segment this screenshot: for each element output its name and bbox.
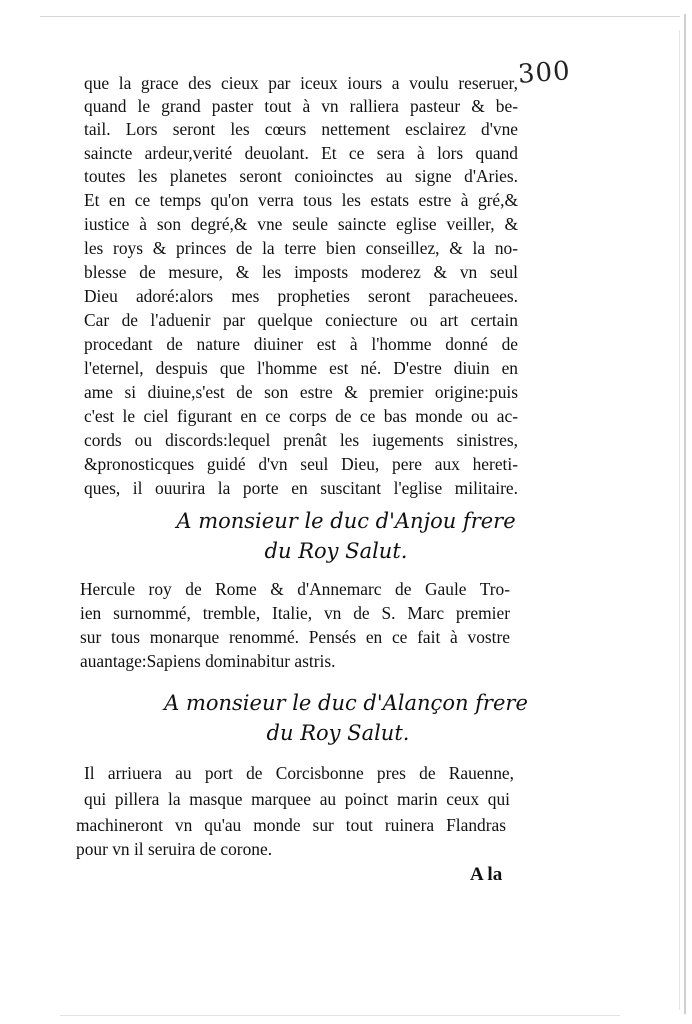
heading-line: A monsieur le duc d'Anjou frere [176, 509, 516, 533]
heading-line: A monsieur le duc d'Alançon frere [164, 691, 528, 715]
text-line: sur tous monarque renommé. Pensés en ce fait à vostre [80, 627, 510, 647]
text-line: Et en ce temps qu'on verra tous les estats estre à gré,& [84, 190, 518, 210]
text-line: que la grace des cieux par iceux iours a voulu reseruer, [84, 73, 518, 93]
text-line: &pronosticques guidé d'vn seul Dieu, pere aux hereti- [84, 454, 518, 474]
text-line: pour vn il seruira de corone. [76, 839, 273, 859]
text-line: quand le grand paster tout à vn ralliera pasteur & be- [84, 96, 518, 116]
text-line: l'eternel, despuis que l'homme est né. D'estre diuin en [84, 358, 518, 378]
text-line: procedant de nature diuiner est à l'homme donné de [84, 334, 518, 354]
text-line: cords ou discords:lequel prenât les iugements sinistres, [84, 430, 518, 450]
page-edge-top [40, 16, 680, 17]
text-line: blesse de mesure, & les imposts moderez & vn seul [84, 262, 518, 282]
section-subheading-anjou [0, 538, 682, 564]
text-line: tail. Lors seront les cœurs nettement esclairez d'vne [84, 119, 518, 139]
text-line: ame si diuine,s'est de son estre & premier origine:puis [84, 382, 518, 402]
page-edge-bottom [60, 1015, 620, 1016]
section-heading-anjou [0, 508, 692, 534]
text-line: Car de l'aduenir par quelque coniecture ou art certain [84, 310, 518, 330]
heading-line: du Roy Salut. [264, 539, 408, 563]
text-line: les roys & princes de la terre bien conseillez, & la no- [84, 238, 518, 258]
heading-line: du Roy Salut. [266, 721, 410, 745]
text-line: qui pillera la masque marquee au poinct marin ceux qui [84, 789, 510, 809]
text-line: Dieu adoré:alors mes propheties seront paracheuees. [84, 286, 518, 306]
catchword: A la [470, 864, 503, 885]
text-line: c'est le ciel figurant en ce corps de ce bas monde ou ac- [84, 406, 518, 426]
text-line: ien surnommé, tremble, Italie, vn de S. Marc premier [80, 603, 510, 623]
text-line: Il arriuera au port de Corcisbonne pres de Rauenne, [84, 763, 514, 783]
text-line: ques, il ouurira la porte en suscitant l'eglise militaire. [84, 478, 518, 498]
text-line: Hercule roy de Rome & d'Annemarc de Gaule Tro- [80, 579, 510, 599]
section-subheading-alancon [0, 720, 684, 746]
section-heading-alancon [0, 690, 692, 716]
text-line: machineront vn qu'au monde sur tout ruinera Flandras [76, 815, 506, 835]
text-line: auantage:Sapiens dominabitur astris. [80, 651, 336, 671]
text-line: iustice à son degré,& vne seule saincte eglise veiller, & [84, 214, 518, 234]
text-line: saincte ardeur,verité deuolant. Et ce sera à lors quand [84, 143, 518, 163]
text-line: toutes les planetes seront conioinctes au signe d'Aries. [84, 166, 518, 186]
folio-number: 300 [517, 56, 572, 90]
